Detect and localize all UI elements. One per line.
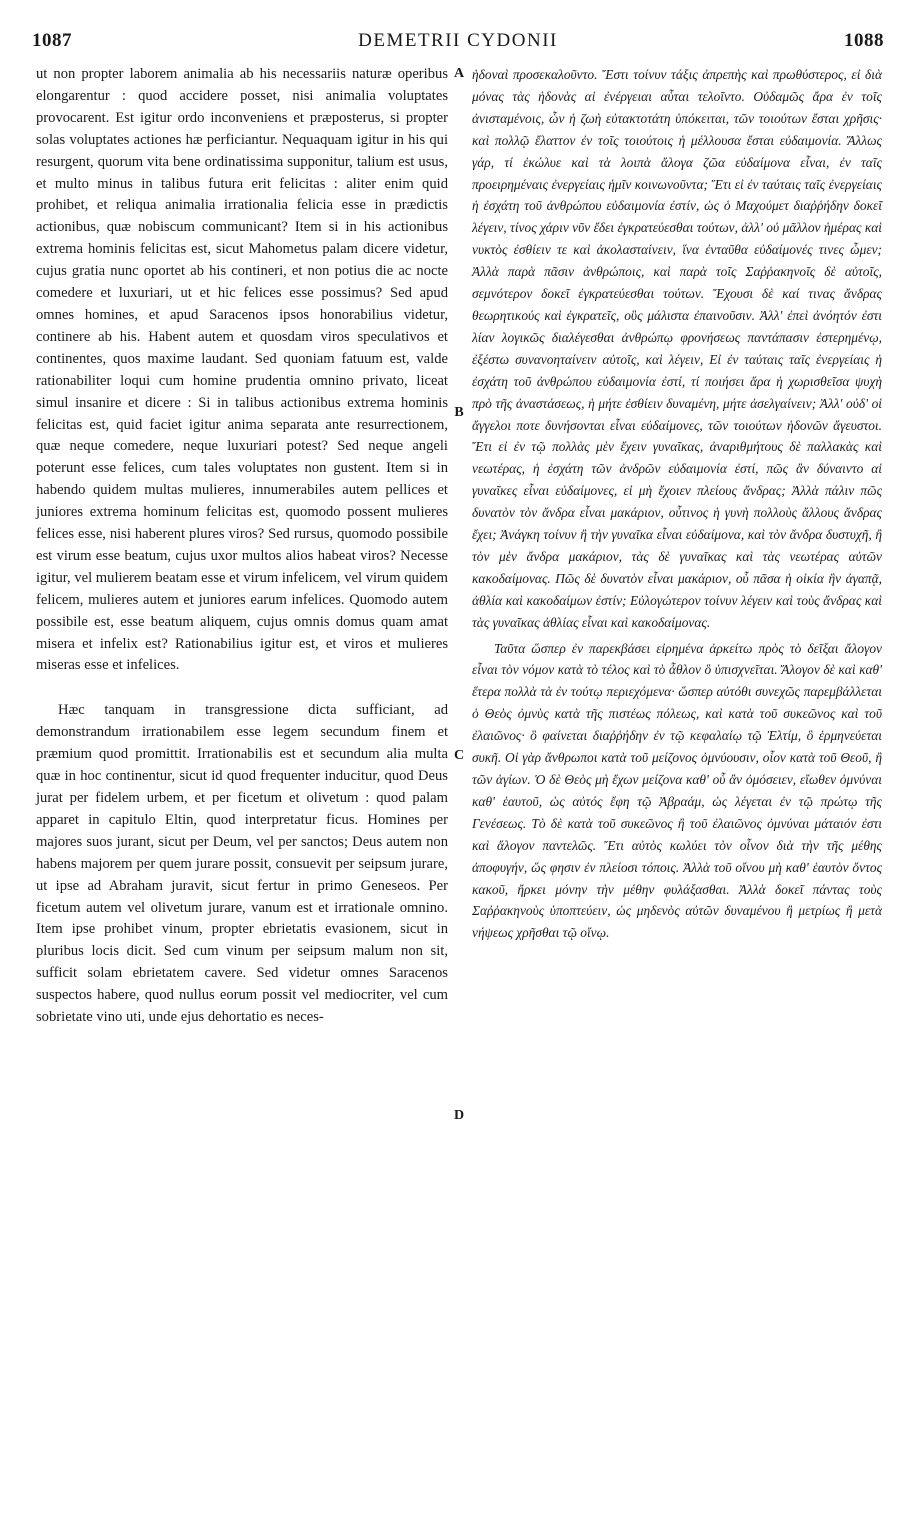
margin-letter-c: C [453, 748, 465, 763]
latin-column [36, 64, 448, 1029]
margin-letter-a: A [453, 66, 465, 81]
greek-column [472, 64, 882, 944]
greek-paragraph-2: Ταῦτα ὥσπερ ἐν παρεκβάσει εἰρημένα ἀρκείτω πρὸς τὸ δεῖξαι ἄλογον εἶναι τὸν νόμον κατὰ τὸ τέλος καὶ τὸ ἆθλον ὃ ὑπισχνεῖται. Ἄλογον δὲ καὶ καθ' ἕτερα πολλὰ τὰ ἐν τούτῳ περιεχόμενα· ὥσπερ αὐτόθι συνεχῶς παρεμβάλλεται ὁ Θεὸς ὀμνὺς κατὰ τῆς πιστέως πόλεως, καὶ κατὰ τοῦ συκεῶνος καὶ τοῦ ἐλαιῶνος· ὃ φαίνεται διαῤῥήδην ἐν τῷ κεφαλαίῳ τῷ Ἐλτίμ, ὃ ἑρμηνεύεται συκῆ. Οἱ γὰρ ἄνθρωποι κατὰ τοῦ μείζονος ὀμνύουσιν, οἷον κατὰ τοῦ Θεοῦ, ἢ τῶν ἁγίων. Ὁ δὲ Θεὸς μὴ ἔχων μείζονα καθ' οὗ ἂν ὀμόσειεν, εἴωθεν ὀμνύναι καθ' ἑαυτοῦ, ὡς αὐτός ἔφη τῷ Ἀβραάμ, ὡς λέγεται ἐν τῷ πρώτῳ τῆς Γενέσεως. Τὸ δὲ κατὰ τοῦ συκεῶνος ἢ τοῦ ἐλαιῶνος ὀμνύναι μάταιόν ἐστι καὶ ἄλογον παντελῶς. Ἔτι αὐτὸς κωλύει τὸν οἶνον διὰ τὴν τῆς μέθης ἀποφυγήν, ὥς φησιν ἐν πλείοσι τόποις. Ἀλλὰ τοῦ οἴνου μὴ καθ' ἑαυτὸν ὄντος κακοῦ, ἤρκει μόνην τὴν μέθην φυλάξασθαι. Ἀλλὰ δοκεῖ πάντας τοὺς Σαῤῥακηνοὺς ὑποπτεύειν, ὡς μηδενὸς αὐτῶν δυναμένου ἢ μετρίως ἢ μετὰ νήψεως χρῆσθαι τῷ οἴνῳ. [472, 640, 882, 941]
margin-letter-b: B [454, 405, 464, 420]
page-number-right: 1088 [844, 30, 884, 51]
latin-paragraph-2: Hæc tanquam in transgressione dicta sufficiant, ad demonstrandum irrationabilem esse legem secundum finem et præmium quod promittit. Irrationabilis est et secundum alia multa quæ in hoc continentur, sicut id quod frequenter inducitur, quod Deus jurat per fidelem urbem, et per ficetum et olivetum : quod palam apparet in capitulo Eltin, quod interpretatur ficus. Homines per majores suos jurant, sicut per Deum, vel per sanctos; Deus autem non habens majorem per quem jurare possit, consuevit per seipsum jurare, ut ipse ad Abraham juravit, sicut fertur in primo Geneseos. Per ficetum autem vel olivetum jurare, vanum est et irrationale omnino. Item ipse prohibet vinum, propter ebrietatis evasionem, sicut in pluribus locis dicit. Sed cum vinum per seipsum malum non sit, sufficit solam ebrietatem cavere. Sed videtur omnes Saracenos suspectos habere, quod nullus eorum possit vel mediocriter, vel cum sobrietate vino uti, unde ejus dehortatio es neces- [36, 702, 448, 1026]
running-header [32, 30, 884, 58]
margin-letter-d: D [453, 1108, 465, 1123]
greek-paragraph-1: ἡδοναὶ προσεκαλοῦντο. Ἔστι τοίνυν τάξις ἀπρεπὴς καὶ πρωθύστερος, εἰ διὰ μόνας τὰς ἡδονὰς αἱ ἐνέργειαι αὗται τελοῖντο. Οὐδαμῶς ἄρα ἐν τοῖς ἀνισταμένοις, ὧν ἡ ζωὴ εὐτακτοτάτη ὑπόκειται, τῶν τοιούτων ἔσται χρῆσις· καὶ πολλῷ ἔλαττον ἐν τοῖς τοιούτοις ἡ μέλλουσα ἔσται εὐδαιμονία. Ἄλλως γάρ, τί ἐκώλυε καὶ τὰ λοιπὰ ἄλογα ζῶα εὐδαίμονα εἶναι, ἐν ταῖς προειρημέναις ἐνεργείαις ἡμῖν κοινωνοῦντα; Ἔτι εἰ ἐν ταύταις ταῖς ἐνεργείαις ἡ ἐσχάτη τοῦ ἀνθρώπου εὐδαιμονία ἐστίν, ὡς ὁ Μαχούμετ διαῤῥήδην δοκεῖ λέγειν, τίνος χάριν νῦν ἔδει ἐγκρατεύεσθαι τούτων, ἀλλ' οὐ μᾶλλον ἡμέρας καὶ νυκτὸς ἐσθίειν τε καὶ ἀκολασταίνειν, ἵνα ἐνταῦθα εὐδαίμονές τινες ὦμεν; Ἀλλὰ παρὰ πᾶσιν ἀνθρώποις, καὶ παρὰ τοῖς Σαῤῥακηνοῖς δὲ αὐτοῖς, σεμνότερον δοκεῖ ἐγκρατεύεσθαι τούτων. Ἔχουσι δὲ καί τινας ἄνδρας θεωρητικούς καὶ ἐγκρατεῖς, οὓς μάλιστα ἐπαινοῦσιν. Ἀλλ' ἐπεὶ ἀνόητόν ἐστι λίαν λογικῶς διαλέγεσθαι ἀνθρώπῳ φρονήσεως παντάπασιν ἐστερημένῳ, ἐξέστω συνανοηταίνειν αὐτοῖς, καὶ λέγειν, Εἰ ἐν ταύταις ταῖς ἐνεργείαις ἡ ἐσχάτη τοῦ ἀνθρώπου εὐδαιμονία ἐστί, τί ποιήσει ἄρα ἡ χωρισθεῖσα ψυχὴ πρὸ τῆς ἀναστάσεως, ἡ μήτε ἐσθίειν δυναμένη, μήτε ἀσελγαίνειν; Ἀλλ' οὐδ' οἱ ἄγγελοι ποτε δυνήσονται εἶναι εὐδαίμονες, τῶν τοιούτων ἡδονῶν ἄγευστοι. Ἔτι εἰ ἐν τῷ πολλὰς μὲν ἔχειν γυναῖκας, ἀναριθμήτους δὲ παλλακὰς καὶ νεωτέρας, ἡ ἐσχάτη τῶν ἀνδρῶν εὐδαιμονία ἐστί, πῶς ἂν δύναιντο αἱ γυναῖκες εἶναι εὐδαίμονες, εἰ μὴ ἔχοιεν πλείους ἄνδρας; Ἀλλὰ πάλιν πῶς δυνατὸν τὸν ἄνδρα εἶναι μακάριον, οὗτινος ἡ γυνὴ πολλοὺς ἄλλους ἄνδρας ἔχει; Ἀνάγκη τοίνυν ἢ τὴν γυναῖκα εἶναι εὐδαίμονα, καὶ τὸν ἄνδρα δυστυχῆ, ἢ τὸν μὲν ἄνδρα μακάριον, τὰς δὲ γυναῖκας καὶ τὰς νεωτέρας αὐτῶν κακοδαίμονας. Πῶς δὲ δυνατὸν εἶναι μακάριον, οὗ πᾶσα ἡ οἰκία ἣν ἀγαπᾷ, ἀθλία καὶ κακοδαίμων ἐστίν; Εὐλογώτερον τοίνυν λέγειν καὶ τοὺς ἄνδρας καὶ τὰς γυναῖκας ἀθλίας εἶναι καὶ κακοδαίμονας. [472, 67, 882, 630]
page-number-left: 1087 [32, 30, 72, 51]
running-title: DEMETRII CYDONII [358, 30, 558, 51]
latin-paragraph-1: ut non propter laborem animalia ab his necessariis naturæ operibus elongarentur : quod accidere posset, nisi animalia voluptates provocarent. Est igitur ordo inconveniens et præposterus, si propter solas voluptates actiones hæ perficiantur. Nequaquam igitur in his qui resurgent, quorum vita bene ordinatissima supponitur, talium est usus, et multo minus in talibus futura erit felicitas : aliter enim quid prohibet, et reliqua animalia irrationalia felicia esse in prædictis actionibus, quæ nobiscum communicant? Item si in his actionibus extrema hominis felicitas est, sicut Mahometus palam dicere videtur, cujus gratia nunc oportet ab his contineri, et non potius die ac nocte comedere et luxuriari, ut et hic felices esse possimus? Sed apud omnes homines, et apud Saracenos ipsos honorabilius videtur, continere ab his. Habent autem et quosdam viros speculativos et continentes, quos maxime laudant. Sed quoniam fatuum est, valde rationabiliter loqui cum homine prudentia omnino privato, liceat simul insanire et dicere : Si in talibus actionibus extrema hominis felicitas est, quid faciet igitur anima separata ante resurrectionem, quæ neque comedere, neque luxuriari potest? Sed neque angeli poterunt esse felices, cum tales voluptates non gustent. Item si in habendo quidem multas mulieres, innumerabiles autem pellices et juniores extrema hominum felicitas est, quomodo possent mulieres felices esse, nisi haberent plures viros? Sed rursus, quomodo possibile est virum esse beatum, cujus uxor multos alios habeat viros? Necesse igitur, vel mulierem beatam esse et virum infelicem, vel virum quidem felicem, mulieres autem et juniores earum infelices. Quomodo autem possibile est, esse beatum aliquem, cujus omnis domus quam amat misera et infelix est? Rationabilius igitur est, et viros et mulieres miseras esse et infelices. [36, 66, 448, 674]
